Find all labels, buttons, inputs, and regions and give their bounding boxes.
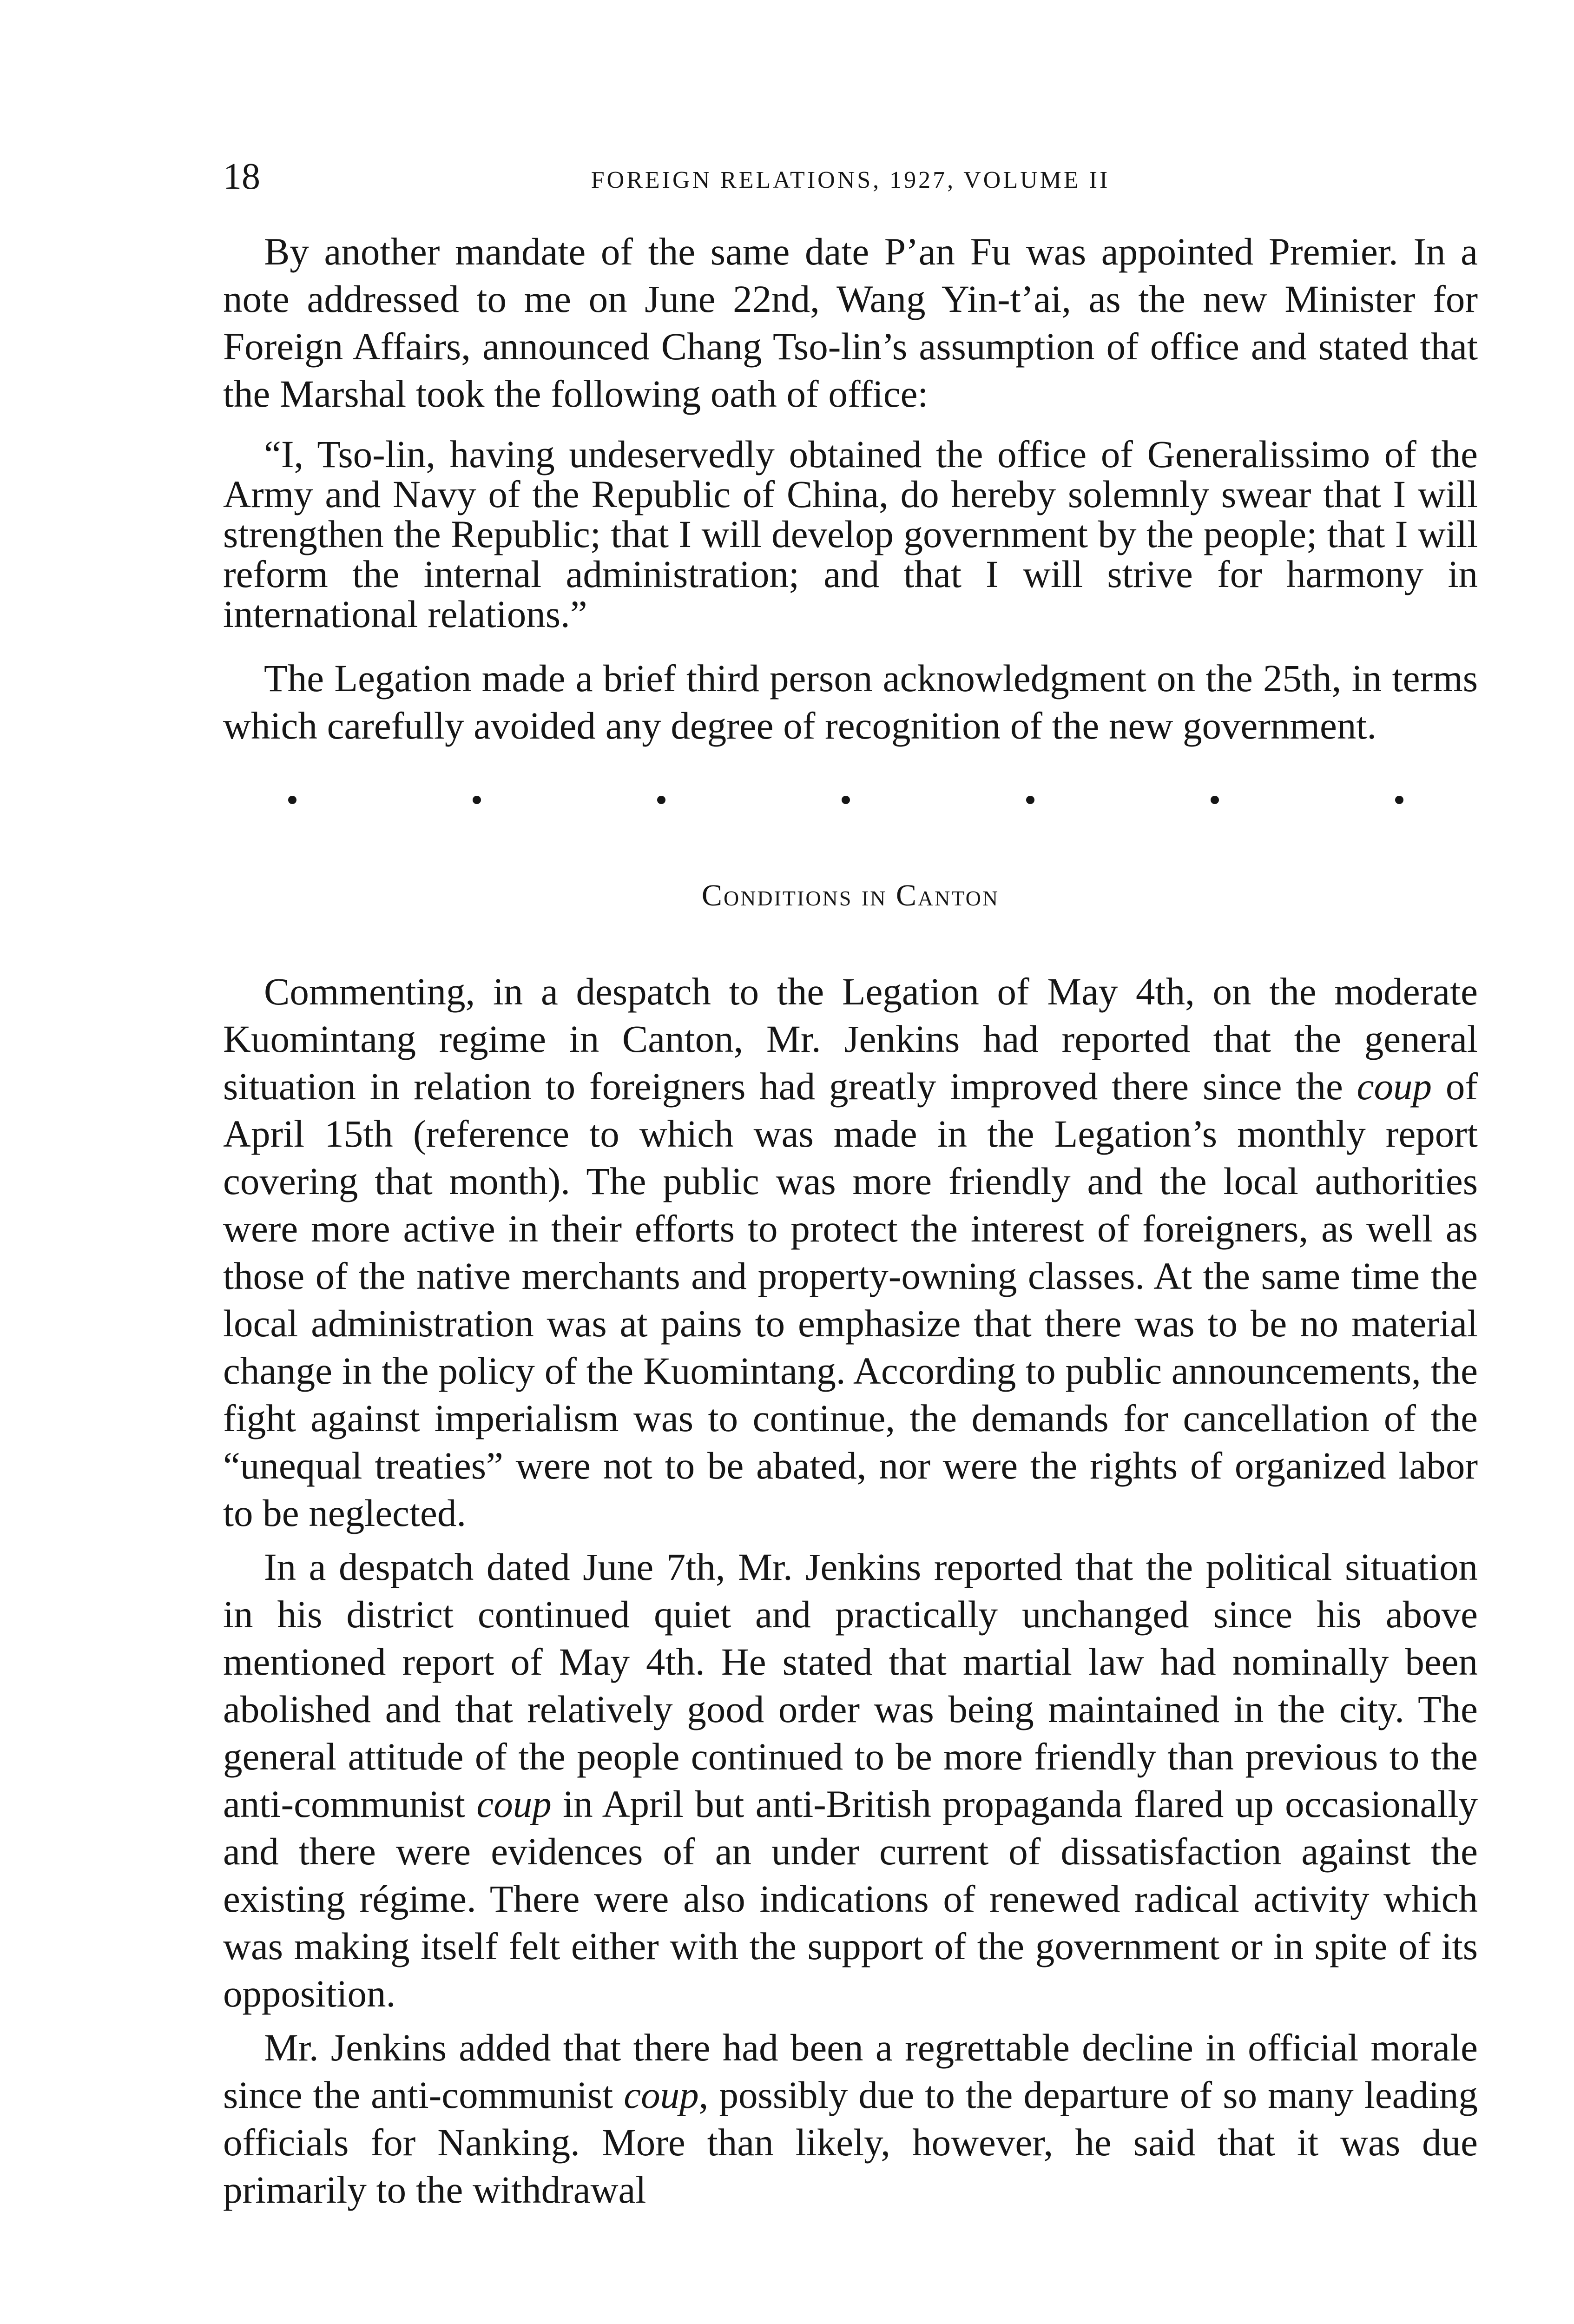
- page-header: [223, 153, 1478, 209]
- paragraph-premier-appointment: By another mandate of the same date P’an Fu was appointed Premier. In a note addressed to me on June 22nd, Wang Yin-t’ai, as the new Minister for Foreign Affairs, announced Chang Tso-lin’s assumption of office and stated that the Marshal took the following oath of office:: [223, 230, 1478, 415]
- ellipsis-row: [223, 782, 1478, 819]
- italic-term: coup: [624, 2073, 699, 2116]
- ellipsis-dot: [473, 796, 481, 804]
- ellipsis-dot: [657, 796, 665, 804]
- paragraph-text: Commenting, in a despatch to the Legation of May 4th, on the moderate Kuomintang regime in Canton, Mr. Jenkins had reported that the general situation in relation to foreigners had greatly improved there since the: [223, 970, 1478, 1108]
- paragraph-june-despatch: [223, 1543, 1478, 2017]
- document-page: [223, 153, 1478, 2213]
- italic-term: coup: [1357, 1065, 1432, 1108]
- paragraph-text: in April but anti-British propaganda flared up occasionally and there were evidences of an under current of dissatisfaction against the existing régime. There were also indications of renewed radical activity which was making itself felt either with the support of the government or in spite of its opposition.: [223, 1783, 1478, 2015]
- ellipsis-dot: [1026, 796, 1034, 804]
- paragraph-official-morale: [223, 2024, 1478, 2213]
- paragraph-legation-acknowledgment: The Legation made a brief third person acknowledgment on the 25th, in terms which carefully avoided any degree of recognition of the new government.: [223, 657, 1478, 747]
- oath-quote: “I, Tso-lin, having undeservedly obtained the office of Generalissimo of the Army and Navy of the Republic of China, do hereby solemnly swear that I will strengthen the Republic; that I will develop government by the people; that I will reform the internal administration; and that I will strive for harmony in international relations.”: [223, 433, 1478, 635]
- ellipsis-dot: [1211, 796, 1219, 804]
- ellipsis-dot: [1395, 796, 1403, 804]
- paragraph-text: of April 15th (reference to which was made in the Legation’s monthly report covering that month). The public was more friendly and the local authorities were more active in their efforts to protect the interest of foreigners, as well as those of the native merchants and property-owning classes. At the same time the local administration was at pains to emphasize that there was to be no material change in the policy of the Kuomintang. According to public announcements, the fight against imperialism was to continue, the demands for cancellation of the “unequal treaties” were not to be abated, nor were the rights of organized labor to be neglected.: [223, 1065, 1478, 1534]
- running-head: FOREIGN RELATIONS, 1927, VOLUME II: [591, 167, 1110, 193]
- italic-term: coup: [476, 1783, 552, 1825]
- ellipsis-dot: [288, 796, 296, 804]
- paragraph-kuomintang-regime: [223, 968, 1478, 1537]
- paragraph-text: In a despatch dated June 7th, Mr. Jenkins reported that the political situation in his district continued quiet and practically unchanged since his above mentioned report of May 4th. He stated that martial law had nominally been abolished and that relatively good order was being maintained in the city. The general attitude of the people continued to be more friendly than previous to the anti-communist: [223, 1545, 1478, 1825]
- paragraph-text: , possibly due to the departure of so many leading officials for Nanking. More than likely, however, he said that it was due primarily to the withdrawal: [223, 2073, 1478, 2211]
- ellipsis-dot: [842, 796, 850, 804]
- section-heading: Conditions in Canton: [701, 878, 1000, 912]
- paragraph-text: Mr. Jenkins added that there had been a regrettable decline in official morale since the anti-communist: [223, 2026, 1478, 2116]
- page-number: 18: [223, 156, 260, 197]
